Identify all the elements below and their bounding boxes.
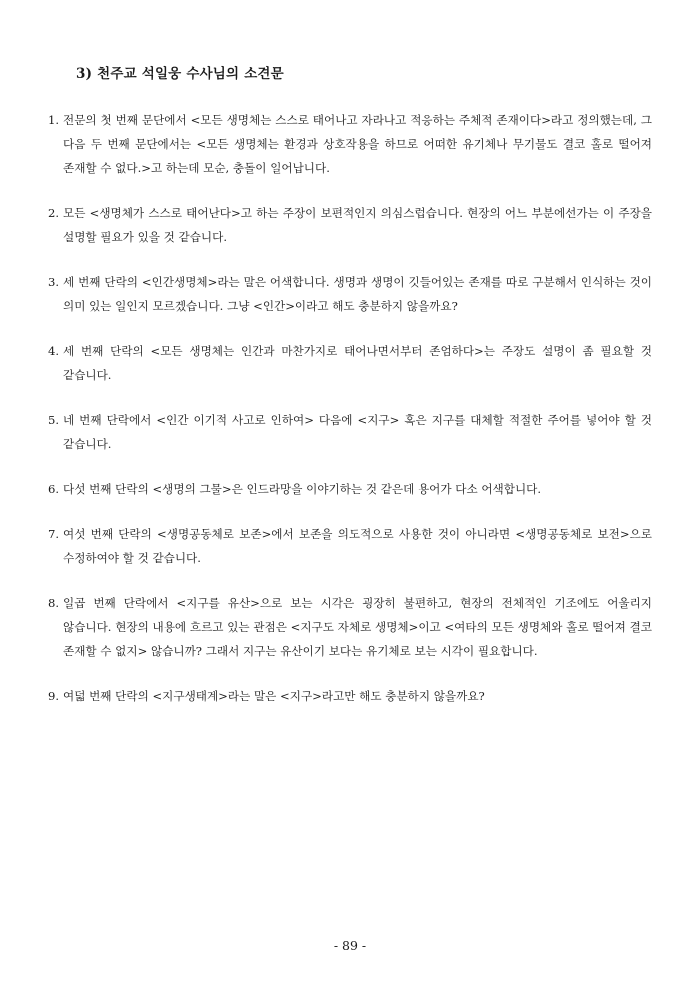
item-text: 여덟 번째 단락의 <지구생태계>라는 말은 <지구>라고만 해도 충분하지 않을까요? [63, 689, 485, 703]
item-text: 세 번째 단락의 <인간생명체>라는 말은 어색합니다. 생명과 생명이 깃들어있는 존재를 따로 구분해서 인식하는 것이 의미 있는 일인지 모르겠습니다. 그냥 <인간>이라고 해도 충분하지 않을까요? [63, 275, 652, 313]
item-number: 7. [48, 527, 60, 541]
list-item-4 [48, 339, 652, 387]
item-number: 3. [48, 275, 60, 289]
list-item-2 [48, 201, 652, 249]
item-number: 2. [48, 206, 60, 220]
list-item-5 [48, 408, 652, 456]
list-item-7 [48, 522, 652, 570]
item-text: 모든 <생명체가 스스로 태어난다>고 하는 주장이 보편적인지 의심스럽습니다. 현장의 어느 부분에선가는 이 주장을 설명할 필요가 있을 것 같습니다. [63, 206, 652, 244]
item-number: 4. [48, 344, 60, 358]
opinion-list [48, 108, 652, 729]
item-text: 전문의 첫 번째 문단에서 <모든 생명체는 스스로 태어나고 자라나고 적응하는 주체적 존재이다>라고 정의했는데, 그 다음 두 번째 문단에서는 <모든 생명체는 환경과 상호작용을 하므로 어떠한 유기체나 무기물도 결코 홀로 떨어져 존재할 수 없다.>고 하는데 모순, 충돌이 일어납니다. [63, 113, 652, 175]
item-text: 여섯 번째 단락의 <생명공동체로 보존>에서 보존을 의도적으로 사용한 것이 아니라면 <생명공동체로 보전>으로 수정하여야 할 것 같습니다. [63, 527, 652, 565]
list-item-1 [48, 108, 652, 180]
item-text: 네 번째 단락에서 <인간 이기적 사고로 인하여> 다음에 <지구> 혹은 지구를 대체할 적절한 주어를 넣어야 할 것 같습니다. [63, 413, 652, 451]
list-item-3 [48, 270, 652, 318]
item-number: 1. [48, 113, 60, 127]
item-text: 세 번째 단락의 <모든 생명체는 인간과 마찬가지로 태어나면서부터 존엄하다>는 주장도 설명이 좀 필요할 것 같습니다. [63, 344, 652, 382]
list-item-8 [48, 591, 652, 663]
list-item-9 [48, 684, 652, 708]
item-text: 일곱 번째 단락에서 <지구를 유산>으로 보는 시각은 굉장히 불편하고, 현장의 전체적인 기조에도 어울리지 않습니다. 현장의 내용에 흐르고 있는 관점은 <지구도 자체로 생명체>이고 <여타의 모든 생명체와 홀로 떨어져 결코 존재할 수 없지> 않습니까? 그래서 지구는 유산이기 보다는 유기체로 보는 시각이 필요합니다. [63, 596, 652, 658]
section-heading: 3) 천주교 석일웅 수사님의 소견문 [76, 66, 284, 82]
item-text: 다섯 번째 단락의 <생명의 그물>은 인드라망을 이야기하는 것 같은데 용어가 다소 어색합니다. [63, 482, 542, 496]
item-number: 8. [48, 596, 60, 610]
list-item-6 [48, 477, 652, 501]
item-number: 6. [48, 482, 60, 496]
page-number: - 89 - [333, 938, 367, 953]
item-number: 9. [48, 689, 60, 703]
item-number: 5. [48, 413, 60, 427]
